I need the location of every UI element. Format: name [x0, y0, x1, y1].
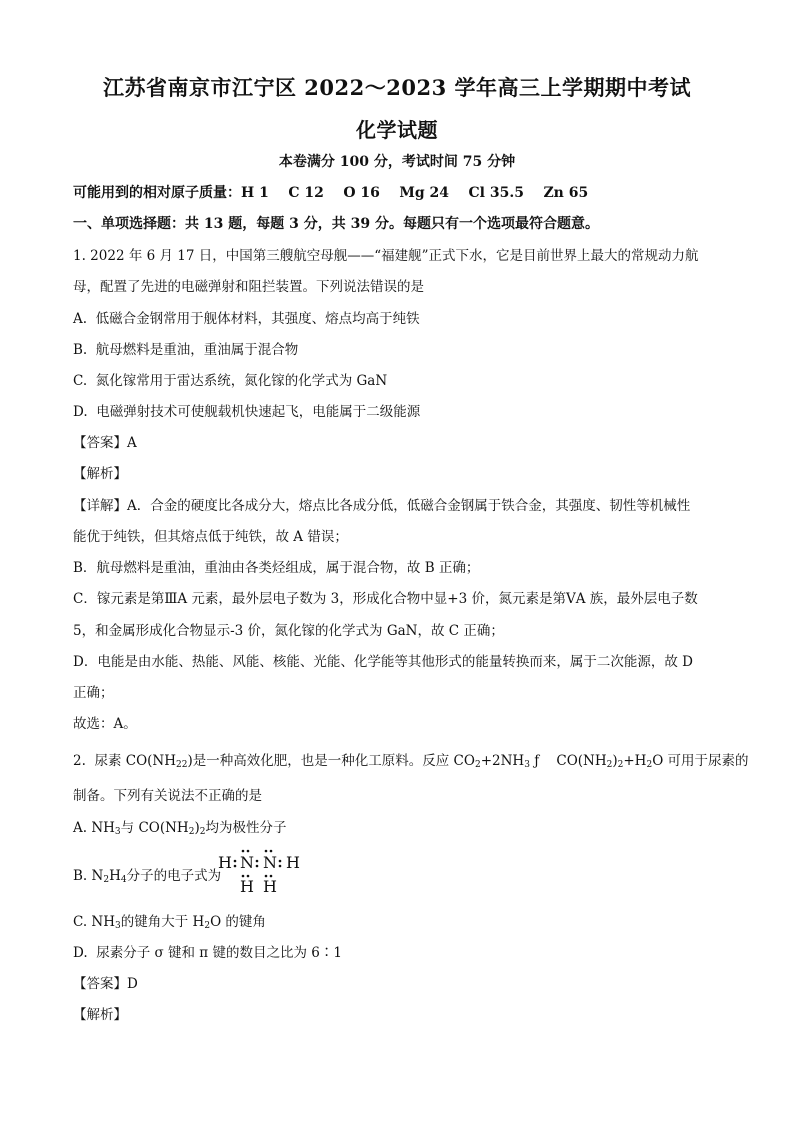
subscript: 3 — [115, 921, 121, 931]
subscript: 2 — [103, 875, 110, 885]
q2-option-b — [73, 864, 723, 885]
section-heading: 一、单项选择题：共 13 题，每题 3 分，共 39 分。每题只有一个选项最符合题意。 — [73, 216, 599, 232]
q2-option-d: D. 尿素分子 σ 键和 π 键的数目之比为 6∶1 — [73, 945, 342, 961]
subscript: 3 — [524, 760, 530, 770]
atomic-masses: 可能用到的相对原子质量：H 1 C 12 O 16 Mg 24 Cl 35.5 Zn 65 — [73, 185, 589, 201]
q1-conclusion: 故选：A。 — [73, 716, 137, 732]
lewis-h-right: H — [286, 853, 300, 872]
q2-option-c — [73, 910, 723, 931]
lewis-n-left: N — [240, 853, 254, 872]
detail-text: A．合金的硬度比各成分大，熔点比各成分低，低磁合金钢属于铁合金，其强度、韧性等机械性 — [127, 498, 691, 514]
electron-dot — [270, 850, 273, 853]
q2-stem-line2: 制备。下列有关说法不正确的是 — [73, 788, 262, 804]
q1-detail-line6: D．电能是由水能、热能、风能、核能、光能、化学能等其他形式的能量转换而来，属于二次能源，故 D — [73, 654, 693, 670]
q1-detail-line3: B．航母燃料是重油，重油由各类烃组成，属于混合物，故 B 正确； — [73, 560, 480, 576]
q2-stem-part: ƒ CO(NH — [529, 753, 607, 769]
q2-stem-part: )是一种高效化肥，也是一种化工原料。反应 CO — [187, 753, 475, 769]
q2-option-a: A. $NH_3$与 $CO(NH_2)_2$均为极性分子 — [73, 820, 287, 837]
exam-info: 本卷满分 100 分，考试时间 75 分钟 — [278, 154, 516, 170]
q1-option-a: A. 低磁合金钢常用于舰体材料，其强度、熔点均高于纯铁 — [73, 311, 420, 327]
q1-option-d: D. 电磁弹射技术可使舰载机快速起飞，电能属于二级能源 — [73, 404, 421, 420]
q1-detail-line1 — [73, 494, 723, 514]
q2-stem-part: O 可用于尿素的 — [652, 753, 749, 769]
electron-dot — [279, 865, 282, 868]
subscript: 2 — [606, 760, 613, 770]
electron-dot — [234, 865, 237, 868]
q1-detail-line4: C．镓元素是第ⅢA 元素，最外层电子数为 3，形成化合物中显+3 价，氮元素是第ⅤA 族，最外层电子数 — [73, 591, 698, 607]
answer-value: A — [127, 435, 137, 451]
answer-value: D — [127, 976, 138, 992]
n2h4-electron-formula — [218, 846, 318, 896]
subscript: 2 — [188, 827, 195, 837]
q1-option-c: C. 氮化镓常用于雷达系统，氮化镓的化学式为 GaN — [73, 373, 388, 389]
electron-dot — [242, 850, 245, 853]
exam-title: 江苏省南京市江宁区 2022～2023 学年高三上学期期中考试 — [102, 75, 691, 100]
subscript: 2 — [199, 827, 206, 837]
q2-text: 的键角大于 H — [120, 914, 205, 930]
q1-stem-line1: 1. 2022 年 6 月 17 日，中国第三艘航空母舰——“福建舰”正式下水，它是目前世界上最大的常规动力航 — [73, 248, 699, 264]
lewis-h-left: H — [218, 853, 232, 872]
q2-text: A. NH — [73, 820, 115, 836]
q2-text: 均为极性分子 — [205, 820, 287, 836]
q1-detail-line5: 5，和金属形成化合物显示-3 价，氮化镓的化学式为 GaN，故 C 正确； — [73, 623, 504, 639]
q1-detail-line2: 能优于纯铁，但其熔点低于纯铁，故 A 错误； — [73, 529, 348, 545]
electron-dot — [265, 850, 268, 853]
electron-dot — [247, 850, 250, 853]
q1-answer — [73, 431, 137, 451]
lewis-h-bottom-right: H — [263, 877, 277, 896]
subscript: 2 — [176, 760, 182, 770]
subscript: 2 — [204, 921, 211, 931]
detail-label: 【详解】 — [73, 498, 127, 514]
q1-analysis-label: 【解析】 — [73, 466, 127, 482]
subscript: 4 — [120, 875, 127, 885]
q2-text: O 的键角 — [210, 914, 266, 930]
q1-detail-line7: 正确； — [73, 685, 114, 701]
q2-stem-part: 2. 尿素 CO(NH — [73, 753, 177, 769]
q2-stem-part: +H — [623, 753, 647, 769]
lewis-n-right: N — [263, 853, 277, 872]
electron-dot — [256, 865, 259, 868]
q1-option-b: B. 航母燃料是重油，重油属于混合物 — [73, 342, 299, 358]
q2-stem-part: +2NH — [480, 753, 525, 769]
subject-title: 化学试题 — [356, 118, 438, 142]
lewis-h-bottom-left: H — [240, 877, 254, 896]
q2-text: 分子的电子式为 — [126, 868, 222, 884]
q1-stem-line2: 母，配置了先进的电磁弹射和阻拦装置。下列说法错误的是 — [73, 279, 424, 295]
electron-dot — [234, 860, 237, 863]
answer-label: 【答案】 — [73, 435, 127, 451]
subscript: 2 — [617, 760, 624, 770]
q2-text: C. NH — [73, 914, 116, 930]
electron-dot — [279, 860, 282, 863]
answer-label: 【答案】 — [73, 976, 127, 992]
subscript: 3 — [114, 827, 121, 837]
subscript: 2 — [646, 760, 653, 770]
subscript: 2 — [181, 760, 188, 770]
q2-text: 与 CO(NH — [120, 820, 189, 836]
q2-text: H — [109, 868, 121, 884]
electron-dot — [256, 860, 259, 863]
q2-stem-line1: 2. 尿素 $CO(NH_{22})$是一种高效化肥，也是一种化工原料。反应 $CO_2+2NH_3$ ƒ $CO(NH_2)_2+H_2O$ 可用于尿素的 — [73, 753, 749, 770]
subscript: 2 — [474, 760, 481, 770]
q2-answer — [73, 972, 138, 992]
q2-text: B. N — [73, 868, 104, 884]
q2-analysis-label: 【解析】 — [73, 1007, 127, 1023]
